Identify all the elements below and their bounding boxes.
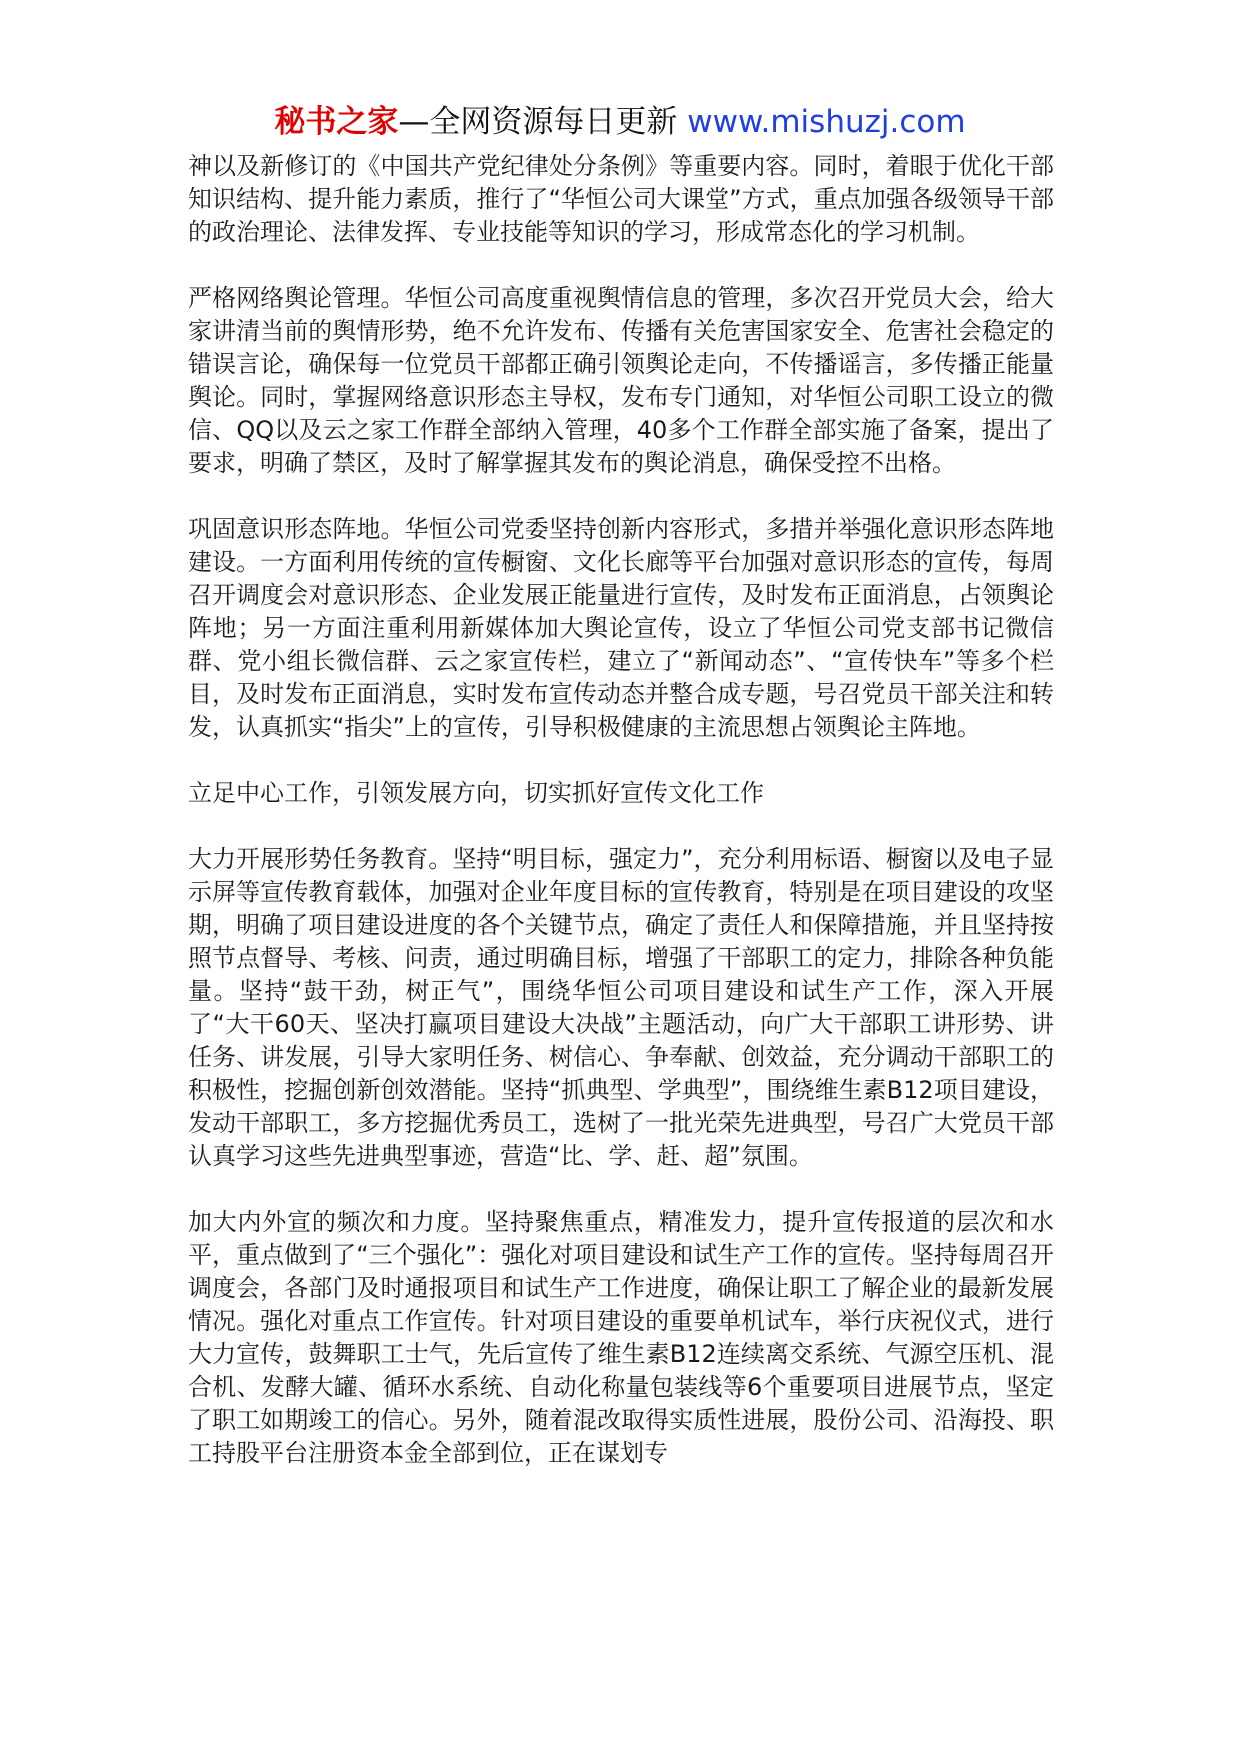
paragraph: 大力开展形势任务教育。坚持“明目标，强定力”，充分利用标语、橱窗以及电子显示屏等宣传教育载体，加强对企业年度目标的宣传教育，特别是在项目建设的攻坚期，明确了项目建设进度的各个关键节点，确定了责任人和保障措施，并且坚持按照节点督导、考核、问责，通过明确目标，增强了干部职工的定力，排除各种负能量。坚持“鼓干劲，树正气”，围绕华恒公司项目建设和试生产工作，深入开展了“大干60天、坚决打赢项目建设大决战”主题活动，向广大干部职工讲形势、讲任务、讲发展，引导大家明任务、树信心、争奉献、创效益，充分调动干部职工的积极性，挖掘创新创效潜能。坚持“抓典型、学典型”，围绕维生素B12项目建设，发动干部职工，多方挖掘优秀员工，选树了一批光荣先进典型，号召广大党员干部认真学习这些先进典型事迹，营造“比、学、赶、超”氛围。 (188, 845, 1054, 1170)
section-heading: 立足中心工作，引领发展方向，切实抓好宣传文化工作 (188, 779, 764, 807)
paragraph: 巩固意识形态阵地。华恒公司党委坚持创新内容形式，多措并举强化意识形态阵地建设。一方面利用传统的宣传橱窗、文化长廊等平台加强对意识形态的宣传，每周召开调度会对意识形态、企业发展正能量进行宣传，及时发布正面消息，占领舆论阵地；另一方面注重利用新媒体加大舆论宣传，设立了华恒公司党支部书记微信群、党小组长微信群、云之家宣传栏，建立了“新闻动态”、“宣传快车”等多个栏目，及时发布正面消息，实时发布宣传动态并整合成专题，号召党员干部关注和转发，认真抓实“指尖”上的宣传，引导积极健康的主流思想占领舆论主阵地。 (188, 515, 1054, 741)
header-brand: 秘书之家 (274, 104, 399, 140)
paragraph: 加大内外宣的频次和力度。坚持聚焦重点，精准发力，提升宣传报道的层次和水平，重点做到了“三个强化”：强化对项目建设和试生产工作的宣传。坚持每周召开调度会，各部门及时通报项目和试生产工作进度，确保让职工了解企业的最新发展情况。强化对重点工作宣传。针对项目建设的重要单机试车，举行庆祝仪式，进行大力宣传，鼓舞职工士气，先后宣传了维生素B12连续离交系统、气源空压机、混合机、发酵大罐、循环水系统、自动化称量包装线等6个重要项目进展节点，坚定了职工如期竣工的信心。另外，随着混改取得实质性进展，股份公司、沿海投、职工持股平台注册资本金全部到位，正在谋划专 (188, 1208, 1054, 1467)
document-body (188, 150, 1054, 1503)
header-tagline: —全网资源每日更新 (398, 104, 678, 140)
header-site-link[interactable]: www.mishuzj.com (687, 104, 966, 140)
page-header (0, 100, 1240, 144)
paragraph: 神以及新修订的《中国共产党纪律处分条例》等重要内容。同时，着眼于优化干部知识结构、提升能力素质，推行了“华恒公司大课堂”方式，重点加强各级领导干部的政治理论、法律发挥、专业技能等知识的学习，形成常态化的学习机制。 (188, 152, 1054, 246)
paragraph: 严格网络舆论管理。华恒公司高度重视舆情信息的管理，多次召开党员大会，给大家讲清当前的舆情形势，绝不允许发布、传播有关危害国家安全、危害社会稳定的错误言论，确保每一位党员干部都正确引领舆论走向，不传播谣言，多传播正能量舆论。同时，掌握网络意识形态主导权，发布专门通知，对华恒公司职工设立的微信、QQ以及云之家工作群全部纳入管理，40多个工作群全部实施了备案，提出了要求，明确了禁区，及时了解掌握其发布的舆论消息，确保受控不出格。 (188, 284, 1054, 477)
